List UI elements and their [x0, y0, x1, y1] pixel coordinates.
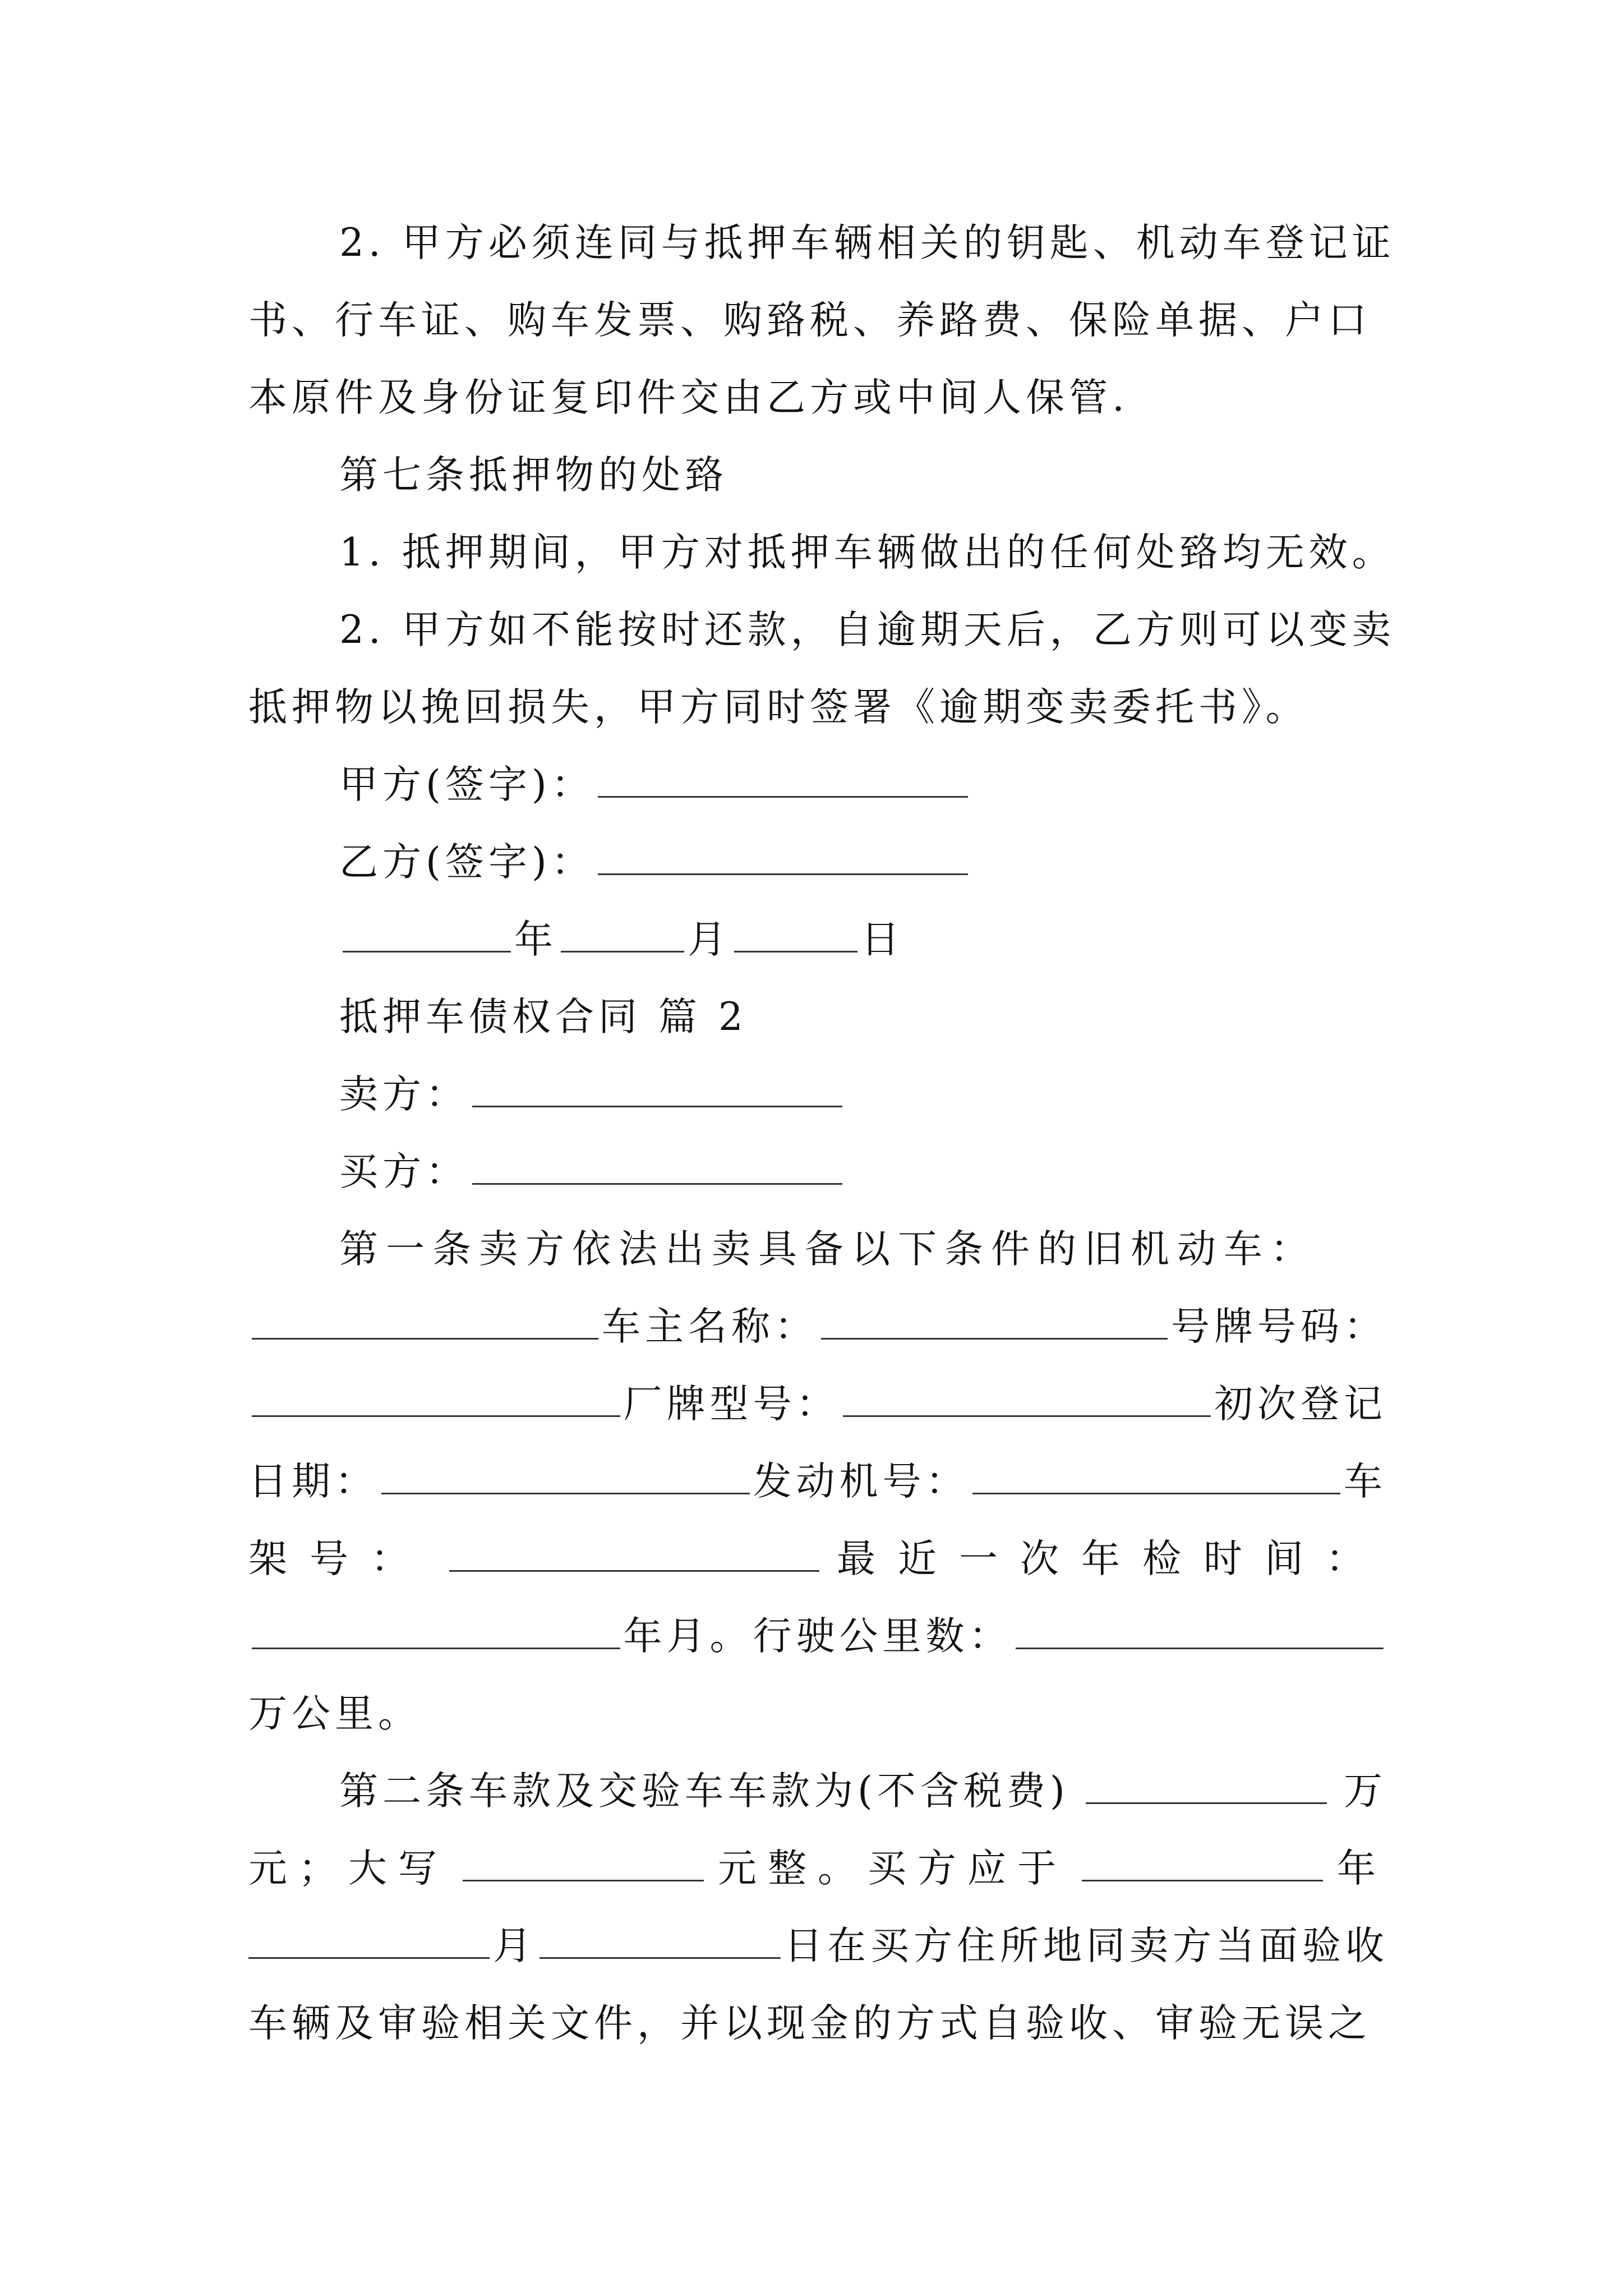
buyer-label: 买方： [339, 1149, 469, 1194]
seller-label: 卖方： [339, 1072, 469, 1117]
plate-no-blank [252, 1382, 620, 1417]
brand-model-line [248, 1376, 1387, 1432]
engine-no-label: 发动机号： [753, 1459, 969, 1504]
party-b-signature [339, 834, 1478, 890]
article-7-heading: 第七条抵押物的处臵 [339, 453, 728, 498]
brand-model-label: 厂牌型号： [623, 1382, 840, 1427]
plate-no-label: 号牌号码： [1171, 1304, 1387, 1349]
mileage-blank [1016, 1614, 1384, 1649]
day-blank [734, 917, 857, 953]
party-b-label: 乙方(签字)： [339, 840, 594, 885]
vehicle-blank-1 [252, 1304, 598, 1340]
buyer-blank [472, 1149, 842, 1185]
inspection-location-text: 日在买方住所地同卖方当面验收 [784, 1924, 1389, 1968]
price-unit: 万 [1344, 1769, 1387, 1814]
frame-inspection-line [248, 1531, 1387, 1587]
clause-6-2-line-2: 书、行车证、购车发票、购臵税、养路费、保险单据、户口 [248, 298, 1371, 343]
yuan-whole-label: 元整。买方应于 [718, 1846, 1067, 1891]
clause-6-2-line-1: 2. 甲方必须连同与抵押车辆相关的钥匙、机动车登记证 [339, 220, 1395, 265]
yuan-capital-label: 元；大写 [248, 1846, 448, 1891]
article-1-intro: 第一条卖方依法出卖具备以下条件的旧机动车： [339, 1227, 1317, 1272]
inspection-year-blank [1082, 1846, 1323, 1881]
party-a-label: 甲方(签字)： [339, 762, 594, 807]
first-registration-label-part2: 日期： [248, 1459, 378, 1504]
article-2-line-3 [248, 1918, 1387, 1974]
clause-7-2-line-2: 抵押物以挽回损失，甲方同时签署《逾期变卖委托书》。 [248, 685, 1309, 730]
registration-engine-line [248, 1453, 1387, 1510]
signing-date [339, 912, 1478, 968]
owner-name-blank [821, 1304, 1168, 1340]
frame-no-label-part1: 车 [1344, 1459, 1387, 1504]
brand-model-blank [843, 1382, 1211, 1417]
article-2-line-1 [339, 1763, 1387, 1819]
inspection-year-label: 年 [1337, 1846, 1387, 1891]
frame-no-label-part2: 架号： [248, 1536, 432, 1581]
year-blank [343, 917, 511, 953]
engine-no-blank [972, 1459, 1341, 1494]
seller-line [339, 1066, 1478, 1122]
article-2-line-4: 车辆及审验相关文件，并以现金的方式自验收、审验无误之 [248, 2001, 1371, 2046]
owner-name-label: 车主名称： [602, 1304, 818, 1349]
party-a-signature [339, 757, 1478, 813]
capital-amount-blank [463, 1846, 704, 1881]
owner-plate-line [248, 1299, 1387, 1355]
mileage-line [248, 1608, 1387, 1664]
month-label: 月 [688, 917, 731, 962]
contract-2-heading: 抵押车债权合同 篇 2 [339, 995, 748, 1039]
article-2-line-2 [248, 1841, 1387, 1897]
clause-7-1: 1. 抵押期间，甲方对抵押车辆做出的任何处臵均无效。 [339, 530, 1395, 575]
clause-7-2-line-1: 2. 甲方如不能按时还款，自逾期天后，乙方则可以变卖 [339, 608, 1395, 652]
seller-blank [472, 1072, 842, 1107]
first-registration-label-part1: 初次登记 [1214, 1382, 1387, 1427]
month-blank [561, 917, 684, 953]
party-b-signature-blank [598, 840, 968, 875]
inspection-day-blank [540, 1924, 781, 1959]
frame-no-blank [449, 1536, 819, 1572]
last-inspection-label: 最近一次年检时间： [837, 1536, 1387, 1581]
clause-6-2-line-3: 本原件及身份证复印件交由乙方或中间人保管. [248, 375, 1129, 420]
year-month-mileage-label: 年月。行驶公里数： [623, 1614, 1012, 1659]
inspection-month-label: 月 [493, 1924, 536, 1968]
price-blank [1086, 1769, 1327, 1804]
first-registration-blank [381, 1459, 750, 1494]
last-inspection-blank [252, 1614, 620, 1649]
party-a-signature-blank [598, 762, 968, 798]
article-2-label: 第二条车款及交验车车款为(不含税费) [339, 1769, 1069, 1814]
mileage-unit: 万公里。 [248, 1691, 421, 1736]
inspection-month-blank [248, 1924, 490, 1959]
day-label: 日 [861, 917, 904, 962]
buyer-line [339, 1144, 1478, 1200]
year-label: 年 [514, 917, 557, 962]
